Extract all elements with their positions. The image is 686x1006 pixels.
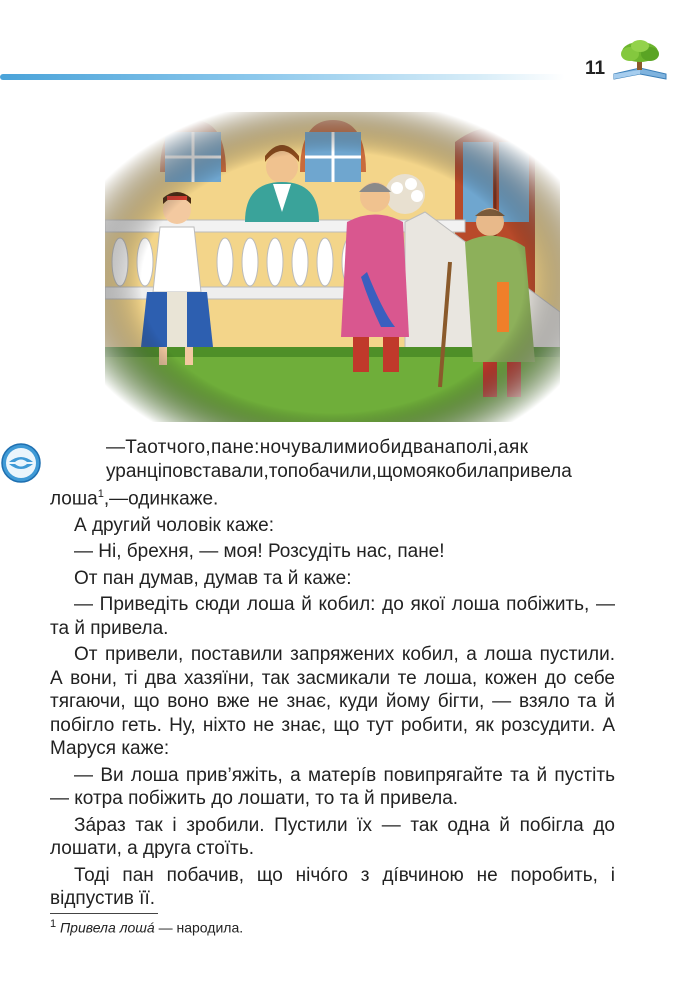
footnote-definition: — народила. xyxy=(154,919,244,936)
footnote xyxy=(50,918,243,936)
footnote-marker: 1 xyxy=(97,488,104,500)
paragraph-1-line-3 xyxy=(50,483,615,511)
text-segment: ,—одинкаже. xyxy=(103,488,219,510)
paragraph-8: Зáраз так і зробили. Пустили їх — так одна й побігла до лошати, а друга стоїть. xyxy=(50,814,615,860)
reading-arrow-icon xyxy=(0,442,42,484)
paragraph-7: — Ви лоша прив’яжіть, а матерíв повипрягайте та й пустіть — котра побіжить до лошати, то та й привела. xyxy=(50,764,615,810)
paragraph-1-line-1: —Таотчого,пане:ночувалимиобидванаполі,аяк xyxy=(106,437,529,458)
paragraph-3: — Ні, брехня, — моя! Розсудіть нас, пане! xyxy=(74,541,445,563)
paragraph-1-line-2: уранціповставали,топобачили,щомоякобилапривела xyxy=(106,460,572,482)
footnote-term: Привела лошá xyxy=(60,919,155,936)
page-number: 11 xyxy=(585,58,606,79)
paragraph-9: Тоді пан побачив, що нічóго з дíвчиною не поробить, і відпустив її. xyxy=(50,864,615,910)
paragraph-6: От привели, поставили запряжених кобил, а лоша пустили. А вони, ті два хазяїни, так засмикали те лоша, кожен до себе тягаючи, що воно вже не знає, куди йому бігти, — взяло та й побігло геть. Ну, ніхто не знає, що тут робити, як розсудити. А Маруся каже: xyxy=(50,644,615,760)
paragraph-4: От пан думав, думав та й каже: xyxy=(74,567,352,589)
story-illustration xyxy=(105,112,560,422)
paragraph-2: А другий чоловік каже: xyxy=(74,514,275,536)
footnote-number: 1 xyxy=(50,918,57,930)
paragraph-5: — Приведіть сюди лоша й кобил: до якої лоша побіжить, — та й привела. xyxy=(50,594,615,639)
footnote-rule xyxy=(50,913,158,914)
tree-on-book-icon xyxy=(610,38,670,82)
header-rule xyxy=(0,74,565,80)
story-text xyxy=(50,436,615,914)
text-segment: лоша xyxy=(50,488,98,510)
